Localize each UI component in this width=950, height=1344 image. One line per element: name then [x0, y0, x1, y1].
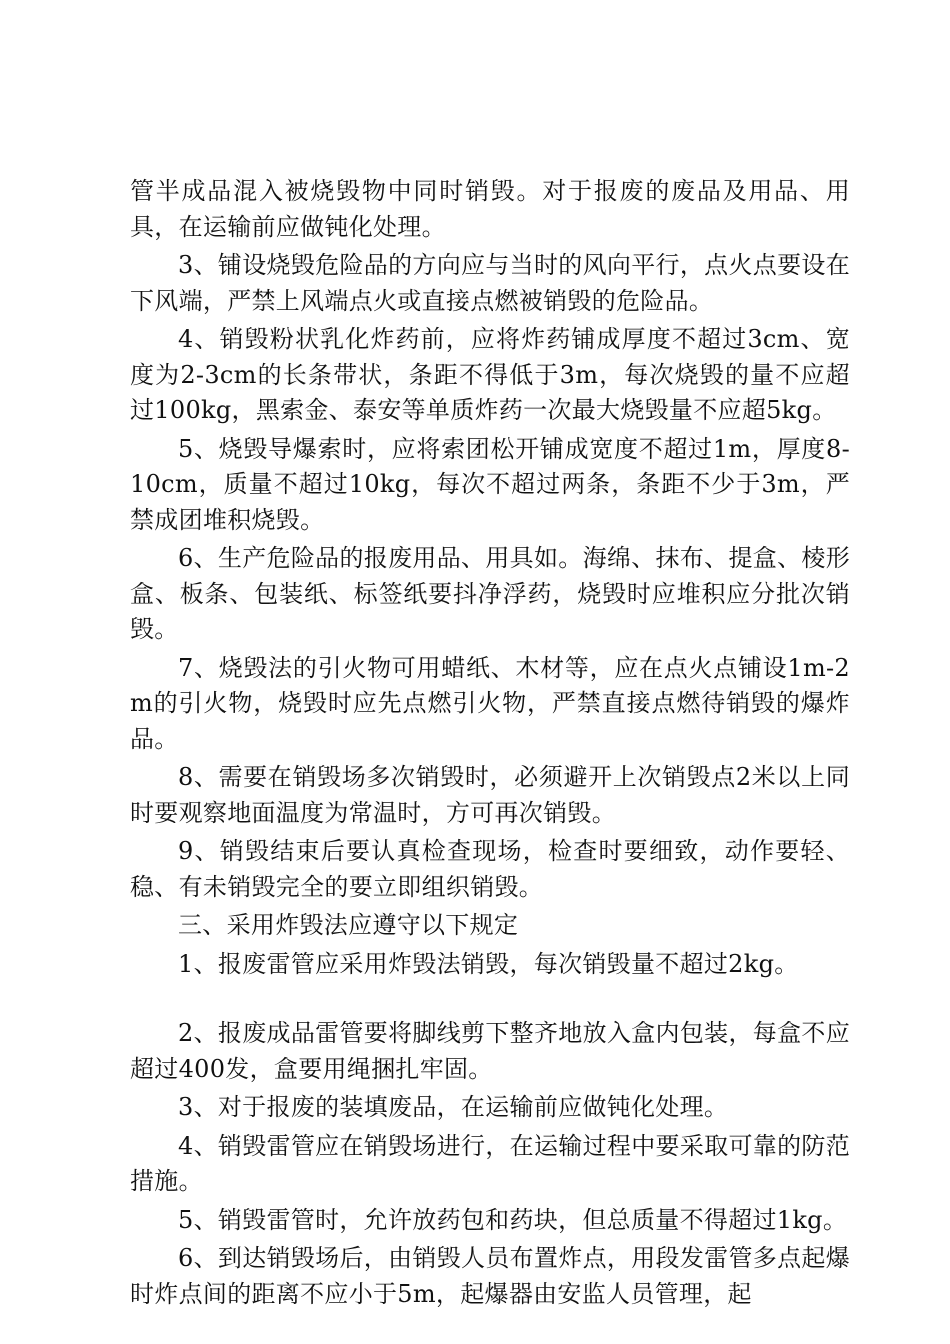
paragraph-item-3: 3、铺设烧毁危险品的方向应与当时的风向平行，点火点要设在下风端，严禁上风端点火或直接点燃被销毁的危险品。 — [130, 251, 850, 315]
paragraph-item-8: 8、需要在销毁场多次销毁时，必须避开上次销毁点2米以上同时要观察地面温度为常温时，方可再次销毁。 — [130, 763, 850, 827]
paragraph-item-5: 5、烧毁导爆索时，应将索团松开铺成宽度不超过1m，厚度8-10cm，质量不超过10kg，每次不超过两条，条距不少于3m，严禁成团堆积烧毁。 — [130, 434, 850, 534]
paragraph-item-9: 9、销毁结束后要认真检查现场，检查时要细致，动作要轻、稳、有未销毁完全的要立即组织销毁。 — [130, 837, 850, 901]
paragraph-detonation-6: 6、到达销毁场后，由销毁人员布置炸点，用段发雷管多点起爆时炸点间的距离不应小于5m，起爆器由安监人员管理，起 — [130, 1244, 850, 1308]
paragraph-continuation: 管半成品混入被烧毁物中同时销毁。对于报废的废品及用品、用具，在运输前应做钝化处理。 — [130, 177, 850, 241]
paragraph-detonation-2: 2、报废成品雷管要将脚线剪下整齐地放入盒内包装，每盒不应超过400发，盒要用绳捆扎牢固。 — [130, 1019, 850, 1083]
document-body — [130, 174, 850, 1312]
paragraph-detonation-3: 3、对于报废的装填废品，在运输前应做钝化处理。 — [178, 1093, 729, 1121]
paragraph-detonation-4: 4、销毁雷管应在销毁场进行，在运输过程中要采取可靠的防范措施。 — [130, 1131, 850, 1195]
paragraph-detonation-1: 1、报废雷管应采用炸毁法销毁，每次销毁量不超过2kg。 — [178, 949, 799, 978]
paragraph-item-7: 7、烧毁法的引火物可用蜡纸、木材等，应在点火点铺设1m-2m的引火物，烧毁时应先点燃引火物，严禁直接点燃待销毁的爆炸品。 — [130, 653, 850, 753]
paragraph-item-4: 4、销毁粉状乳化炸药前，应将炸药铺成厚度不超过3cm、宽度为2-3cm的长条带状，条距不得低于3m，每次烧毁的量不应超过100kg，黑索金、泰安等单质炸药一次最大烧毁量不应超5kg。 — [130, 325, 850, 424]
section-heading: 三、采用炸毁法应遵守以下规定 — [178, 911, 519, 939]
paragraph-detonation-5: 5、销毁雷管时，允许放药包和药块，但总质量不得超过1kg。 — [178, 1205, 848, 1234]
paragraph-item-6: 6、生产危险品的报废用品、用具如。海绵、抹布、提盒、棱形盒、板条、包装纸、标签纸要抖净浮药，烧毁时应堆积应分批次销毁。 — [130, 544, 850, 643]
